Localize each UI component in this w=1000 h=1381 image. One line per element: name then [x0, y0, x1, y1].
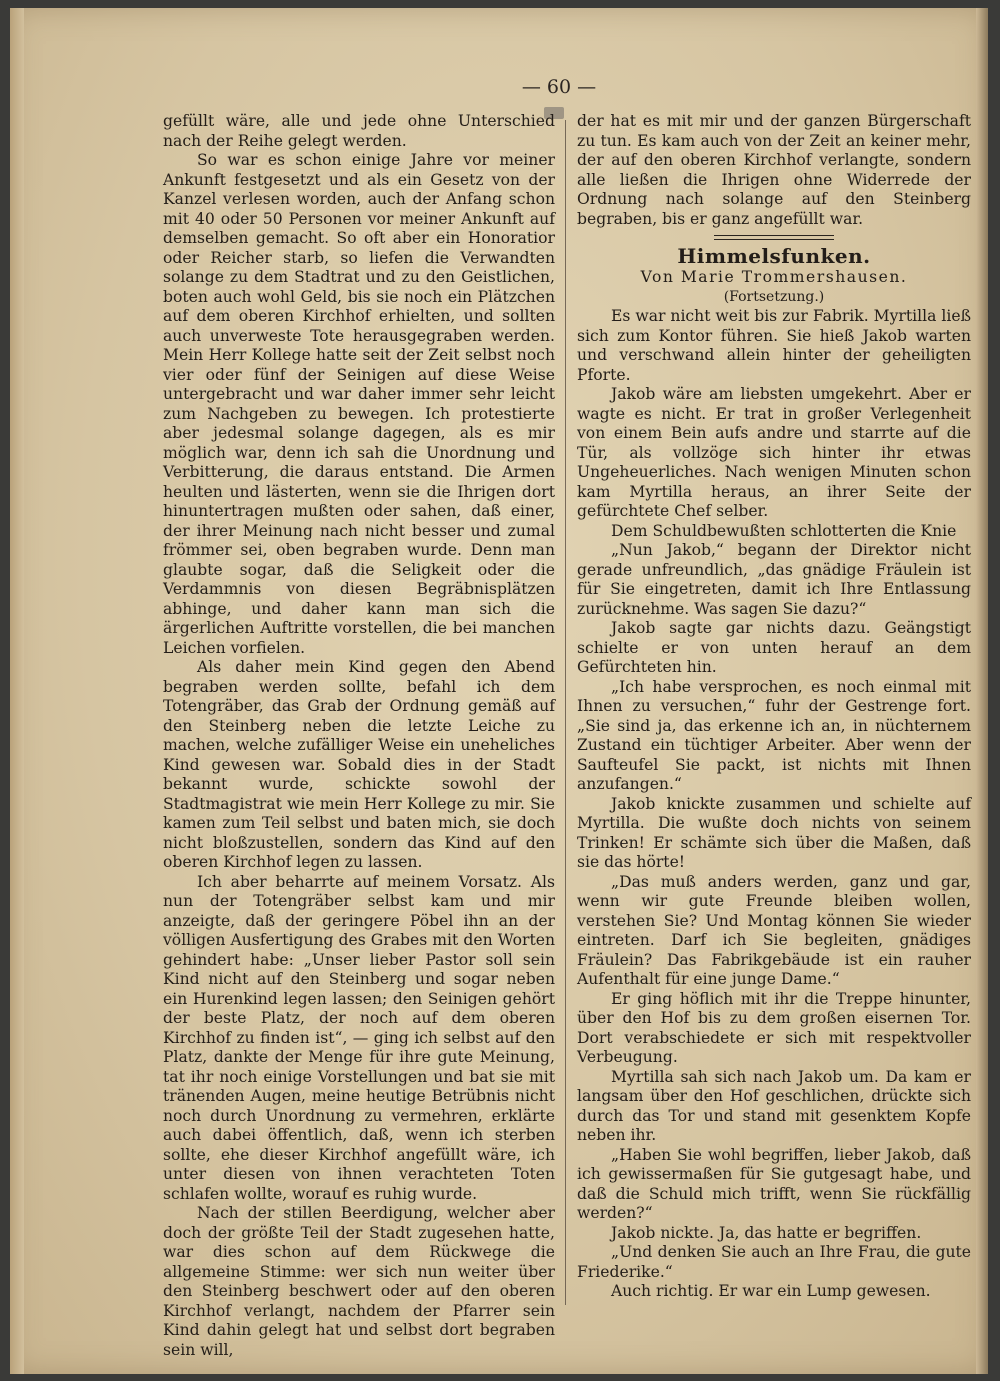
- paragraph: Er ging höflich mit ihr die Treppe hinunter, über den Hof bis zu dem großen eisernen Tor. Dort verabschiedete er sich mit respektvoller Verbeugung.: [577, 989, 971, 1066]
- paragraph: Jakob wäre am liebsten umgekehrt. Aber er wagte es nicht. Er trat in großer Verlegenheit von einem Bein aufs andre und starrte auf die Tür, als vollzöge sich hinter ihr etwas Ungeheuerliches. Nach wenigen Minuten schon kam Myrtilla heraus, an ihrer Seite der gefürchtete Chef selber.: [577, 385, 971, 520]
- article-title: Himmelsfunken.: [677, 244, 871, 268]
- paragraph: Jakob sagte gar nichts dazu. Geängstigt schielte er von unten herauf an dem Gefürchteten hin.: [577, 619, 971, 676]
- paragraph: „Haben Sie wohl begriffen, lieber Jakob, daß ich gewissermaßen für Sie gutgesagt habe, und daß die Schuld mich trifft, wenn Sie rückfällig werden?“: [577, 1145, 971, 1222]
- paragraph: „Und denken Sie auch an Ihre Frau, die gute Friederike.“: [577, 1243, 971, 1281]
- paragraph: gefüllt wäre, alle und jede ohne Unterschied nach der Reihe gelegt werden.: [163, 112, 555, 150]
- right-column-body: [577, 307, 971, 1302]
- right-column: [577, 112, 971, 1302]
- paragraph: Auch richtig. Er war ein Lump gewesen.: [611, 1282, 931, 1300]
- paragraph: Ich aber beharrte auf meinem Vorsatz. Als nun der Totengräber selbst kam und mir anzeigte, daß der geringere Pöbel ihn an der völligen Ausfertigung des Grabes mit den Worten gehindert habe: „Unser lieber Pastor soll sein Kind nicht auf den Steinberg und sogar neben ein Hurenkind legen lassen; den Seinigen gehört der beste Platz, der noch auf dem oberen Kirchhof zu finden ist“, — ging ich selbst auf den Platz, dankte der Menge für ihre gute Meinung, tat ihr noch einige Vorstellungen und bat sie mit tränenden Augen, meine heutige Betrübnis nicht noch durch Unordnung zu vermehren, erklärte auch dabei öffentlich, daß, wenn ich sterben sollte, ehe dieser Kirchhof angefüllt wäre, ich unter diesen von ihnen verachteten Toten schlafen wollte, worauf es ruhig wurde.: [163, 872, 555, 1203]
- left-column: [163, 112, 555, 1360]
- column-divider: [565, 120, 566, 1305]
- paragraph: „Ich habe versprochen, es noch einmal mit Ihnen zu versuchen,“ fuhr der Gestrenge fort. „Sie sind ja, das erkenne ich an, in nüchternem Zustand ein tüchtiger Arbeiter. Aber wenn der Saufteufel Sie packt, ist nichts mit Ihnen anzufangen.“: [577, 677, 971, 793]
- paragraph: der hat es mit mir und der ganzen Bürgerschaft zu tun. Es kam auch von der Zeit an keiner mehr, der auf den oberen Kirchhof verlangte, sondern alle ließen die Ihrigen ohne Widerrede der Ordnung nach solange auf den Steinberg begraben, bis er ganz angefüllt war.: [577, 112, 971, 228]
- paragraph: Als daher mein Kind gegen den Abend begraben werden sollte, befahl ich dem Totengräber, das Grab der Ordnung gemäß auf den Steinberg neben die letzte Leiche zu machen, welche zufälliger Weise ein uneheliches Kind gewesen war. Sobald dies in der Stadt bekannt wurde, schickte sowohl der Stadtmagistrat wie mein Herr Kollege zu mir. Sie kamen zum Teil selbst und baten mich, sie doch nicht bloßzustellen, sondern das Kind auf den oberen Kirchhof legen zu lassen.: [163, 658, 555, 871]
- article-continuation: (Fortsetzung.): [723, 288, 825, 305]
- right-column-top: [577, 112, 971, 229]
- paragraph: „Nun Jakob,“ begann der Direktor nicht gerade unfreundlich, „das gnädige Fräulein ist für Sie eingetreten, damit ich Ihre Entlassung zurücknehme. Was sagen Sie dazu?“: [577, 541, 971, 618]
- book-page: [10, 8, 988, 1374]
- title-separator: [714, 235, 834, 240]
- page-edge-left: [10, 8, 24, 1374]
- paragraph: „Das muß anders werden, ganz und gar, wenn wir gute Freunde bleiben wollen, verstehen Sie? Und Montag können Sie wieder eintreten. Darf ich Sie begleiten, gnädiges Fräulein? Das Fabrikgebäude ist ein rauher Aufenthalt für eine junge Dame.“: [577, 872, 971, 988]
- paragraph: Nach der stillen Beerdigung, welcher aber doch der größte Teil der Stadt zugesehen hatte, war dies schon auf dem Rückwege die allgemeine Stimme: wer sich nun weiter über den Steinberg beschwert oder auf den oberen Kirchhof verlangt, nachdem der Pfarrer sein Kind dahin gelegt hat und selbst dort begraben sein will,: [163, 1204, 555, 1359]
- paragraph: So war es schon einige Jahre vor meiner Ankunft festgesetzt und als ein Gesetz von der Kanzel verlesen worden, auch der Anfang schon mit 40 oder 50 Personen vor meiner Ankunft auf demselben gemacht. So oft aber ein Honoratior oder Reicher starb, so liefen die Verwandten solange zu dem Stadtrat und zu den Geistlichen, boten auch wohl Geld, bis sie noch ein Plätzchen auf dem oberen Kirchhof erhielten, und sollten auch unverweste Tote herausgegraben werden. Mein Herr Kollege hatte seit der Zeit selbst noch vier oder fünf der Seinigen auf diese Weise untergebracht und war daher immer sehr leicht zum Nachgeben zu bewegen. Ich protestierte aber jedesmal solange dagegen, als es mir möglich war, denn ich sah die Unordnung und Verbitterung, die daraus entstand. Die Armen heulten und lästerten, wenn sie die Ihrigen dort hinuntertragen mußten oder sahen, daß einer, der ihrer Meinung nach nicht besser und zumal frömmer sei, oben begraben wurde. Denn man glaubte sogar, daß die Seligkeit oder die Verdammnis von diesen Begräbnisplätzen abhinge, und daher kann man sich die ärgerlichen Auftritte vorstellen, die bei manchen Leichen vorfielen.: [163, 151, 555, 657]
- paragraph: Myrtilla sah sich nach Jakob um. Da kam er langsam über den Hof geschlichen, drückte sich durch das Tor und stand mit gesenktem Kopfe neben ihr.: [577, 1067, 971, 1144]
- paragraph: Jakob knickte zusammen und schielte auf Myrtilla. Die wußte doch nichts von seinem Trinken! Er schämte sich über die Maßen, daß sie das hörte!: [577, 794, 971, 871]
- paragraph: Es war nicht weit bis zur Fabrik. Myrtilla ließ sich zum Kontor führen. Sie hieß Jakob warten und verschwand allein hinter der geheiligten Pforte.: [577, 307, 971, 384]
- page-number: — 60 —: [521, 76, 597, 98]
- page-edge-right: [976, 8, 988, 1374]
- paragraph: Dem Schuldbewußten schlotterten die Knie: [611, 521, 957, 540]
- paragraph: Jakob nickte. Ja, das hatte er begriffen.: [611, 1223, 922, 1242]
- article-byline: Von Marie Trommershausen.: [640, 268, 908, 286]
